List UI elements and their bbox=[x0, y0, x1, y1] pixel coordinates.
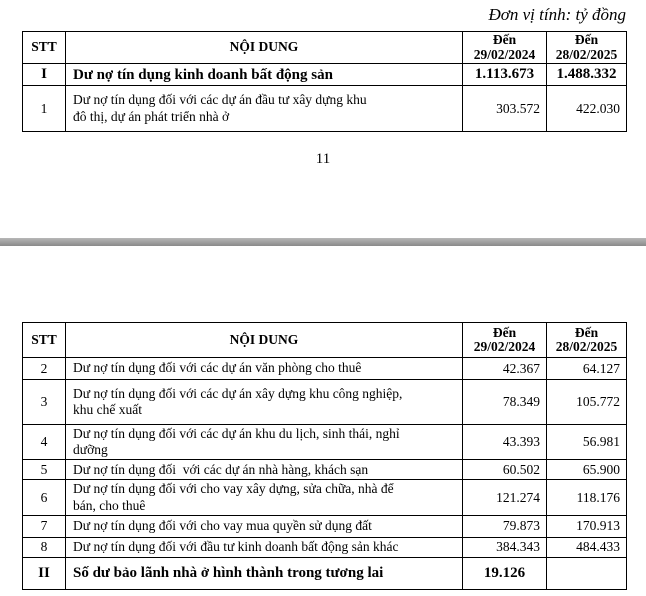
row-content: Dư nợ tín dụng đối với các dự án xây dựng khu công nghiệp, khu chế xuất bbox=[66, 380, 463, 425]
row-value-2024: 121.274 bbox=[463, 480, 547, 515]
row-content: Dư nợ tín dụng đối với cho vay xây dựng, sửa chữa, nhà để bán, cho thuê bbox=[66, 480, 463, 515]
table-row bbox=[23, 480, 627, 515]
credit-table-page-2 bbox=[22, 322, 627, 590]
row-value-2025: 484.433 bbox=[547, 537, 627, 557]
row-value-2024: 384.343 bbox=[463, 537, 547, 557]
row-value-2024: 19.126 bbox=[463, 557, 547, 589]
row-stt: 5 bbox=[23, 460, 66, 480]
row-content: Dư nợ tín dụng đối với các dự án văn phòng cho thuê bbox=[66, 358, 463, 380]
row-stt: 7 bbox=[23, 515, 66, 537]
table-row bbox=[23, 358, 627, 380]
header-content: NỘI DUNG bbox=[66, 323, 463, 358]
row-value-2025: 1.488.332 bbox=[547, 64, 627, 86]
row-content: Dư nợ tín dụng đối với các dự án đầu tư xây dựng khu đô thị, dự án phát triển nhà ở bbox=[66, 86, 463, 132]
table-row bbox=[23, 64, 627, 86]
table-row bbox=[23, 537, 627, 557]
row-value-2025: 64.127 bbox=[547, 358, 627, 380]
header-2025: Đến 28/02/2025 bbox=[547, 323, 627, 358]
row-value-2024: 303.572 bbox=[463, 86, 547, 132]
page-number: 11 bbox=[315, 151, 331, 167]
header-stt: STT bbox=[23, 32, 66, 64]
table-row bbox=[23, 557, 627, 589]
row-value-2024: 43.393 bbox=[463, 425, 547, 460]
row-value-2025: 56.981 bbox=[547, 425, 627, 460]
table-row bbox=[23, 515, 627, 537]
row-value-2024: 1.113.673 bbox=[463, 64, 547, 86]
header-stt: STT bbox=[23, 323, 66, 358]
row-stt: II bbox=[23, 557, 66, 589]
table-row bbox=[23, 380, 627, 425]
page-divider bbox=[0, 238, 646, 246]
row-value-2025 bbox=[547, 557, 627, 589]
unit-label: Đơn vị tính: tỷ đồng bbox=[488, 5, 626, 24]
header-content: NỘI DUNG bbox=[66, 32, 463, 64]
row-stt: 6 bbox=[23, 480, 66, 515]
table-header-row bbox=[23, 32, 627, 64]
row-content: Dư nợ tín dụng đối với đầu tư kinh doanh bất động sản khác bbox=[66, 537, 463, 557]
row-value-2024: 60.502 bbox=[463, 460, 547, 480]
header-2024: Đến 29/02/2024 bbox=[463, 323, 547, 358]
table-row bbox=[23, 460, 627, 480]
table-header-row bbox=[23, 323, 627, 358]
row-stt: 2 bbox=[23, 358, 66, 380]
row-content: Dư nợ tín dụng đối với các dự án nhà hàng, khách sạn bbox=[66, 460, 463, 480]
row-stt: 1 bbox=[23, 86, 66, 132]
row-content: Dư nợ tín dụng kinh doanh bất động sản bbox=[66, 64, 463, 86]
row-value-2025: 422.030 bbox=[547, 86, 627, 132]
credit-table-page-1 bbox=[22, 31, 627, 132]
header-2024: Đến 29/02/2024 bbox=[463, 32, 547, 64]
row-value-2024: 78.349 bbox=[463, 380, 547, 425]
row-value-2024: 79.873 bbox=[463, 515, 547, 537]
row-value-2024: 42.367 bbox=[463, 358, 547, 380]
row-stt: 3 bbox=[23, 380, 66, 425]
row-stt: 8 bbox=[23, 537, 66, 557]
row-stt: I bbox=[23, 64, 66, 86]
table-row bbox=[23, 86, 627, 132]
row-value-2025: 118.176 bbox=[547, 480, 627, 515]
row-value-2025: 105.772 bbox=[547, 380, 627, 425]
row-content: Dư nợ tín dụng đối với các dự án khu du lịch, sinh thái, nghỉ dưỡng bbox=[66, 425, 463, 460]
row-stt: 4 bbox=[23, 425, 66, 460]
row-content: Số dư bảo lãnh nhà ở hình thành trong tương lai bbox=[66, 557, 463, 589]
row-content: Dư nợ tín dụng đối với cho vay mua quyền sử dụng đất bbox=[66, 515, 463, 537]
header-2025: Đến 28/02/2025 bbox=[547, 32, 627, 64]
row-value-2025: 170.913 bbox=[547, 515, 627, 537]
table-row bbox=[23, 425, 627, 460]
row-value-2025: 65.900 bbox=[547, 460, 627, 480]
